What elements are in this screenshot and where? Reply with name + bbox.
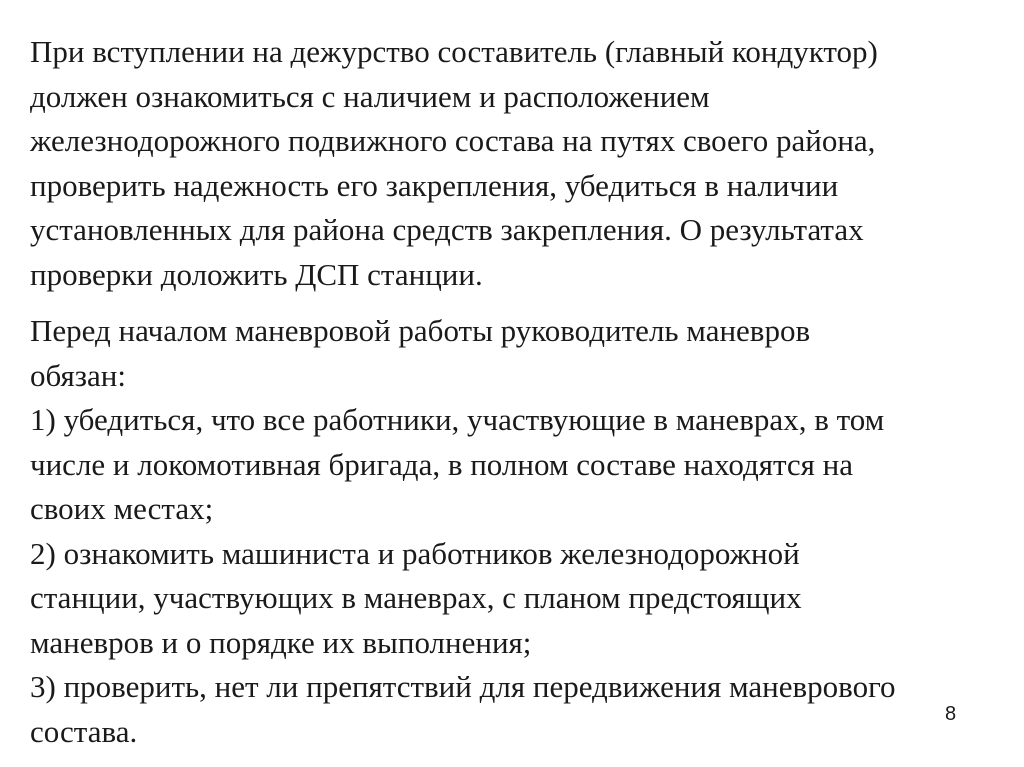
text-line: При вступлении на дежурство составитель (главный кондуктор) [30, 34, 878, 69]
text-line: станции, участвующих в маневрах, с планом предстоящих [30, 580, 802, 615]
text-line: обязан: [30, 357, 126, 393]
text-line: должен ознакомиться с наличием и расположением [30, 78, 710, 114]
text-line: состава. [30, 713, 138, 749]
text-line: маневров и о порядке их выполнения; [30, 624, 532, 660]
text-line: установленных для района средств закрепления. О результатах [30, 212, 864, 247]
text-line: своих местах; [30, 491, 214, 526]
list-item-2: 2) ознакомить машиниста и работников железнодорожной [30, 535, 800, 571]
list-item-1: 1) убедиться, что все работники, участвующие в маневрах, в том [30, 402, 885, 437]
text-line: Перед началом маневровой работы руководитель маневров [30, 313, 811, 348]
paragraph-shunting-duties [30, 309, 1010, 754]
paragraph-duty-start [30, 30, 1010, 297]
text-line: проверки доложить ДСП станции. [30, 256, 483, 292]
text-line: проверить надежность его закрепления, убедиться в наличии [30, 167, 839, 203]
list-item-3: 3) проверить, нет ли препятствий для передвижения маневрового [30, 669, 896, 704]
page-number: 8 [945, 703, 957, 725]
text-line: числе и локомотивная бригада, в полном составе находятся на [30, 446, 854, 482]
slide-body [30, 30, 1010, 754]
text-line: железнодорожного подвижного состава на путях своего района, [30, 123, 876, 158]
